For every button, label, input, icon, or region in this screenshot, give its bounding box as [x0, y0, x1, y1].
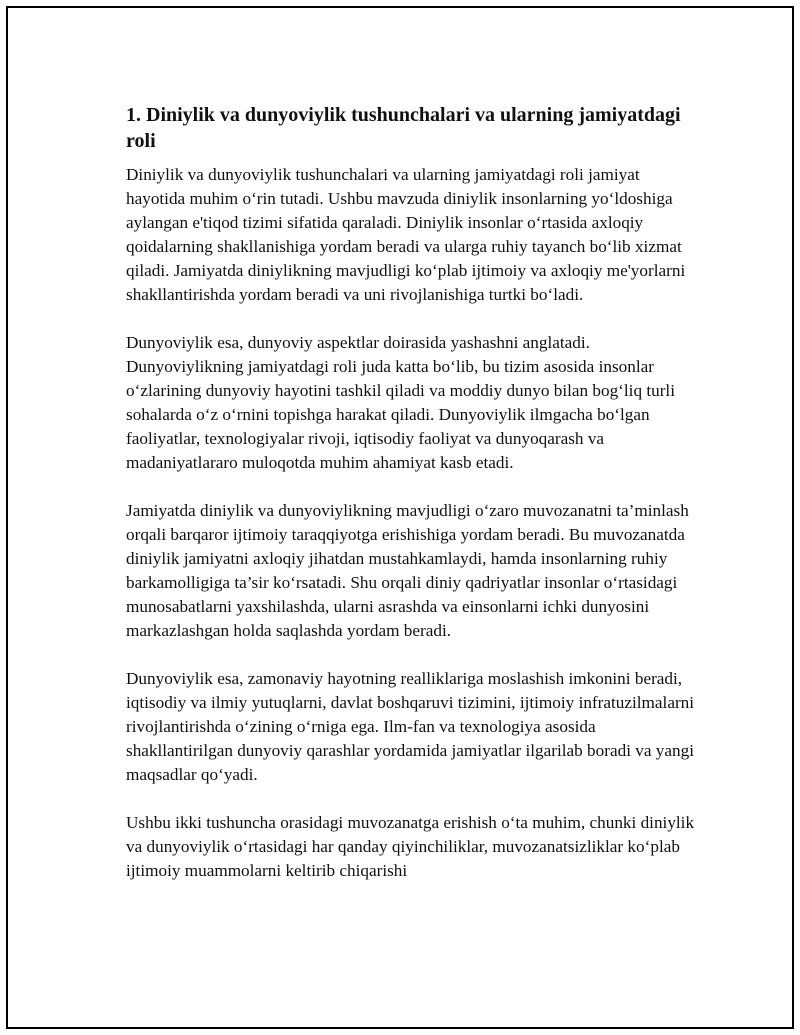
page-frame — [6, 6, 794, 1029]
paragraph-3: Jamiyatda diniylik va dunyoviylikning mavjudligi o‘zaro muvozanatni ta’minlash orqali barqaror ijtimoiy taraqqiyotga erishishiga yordam beradi. Bu muvozanatda diniylik jamiyatni axloqiy jihatdan mustahkamlaydi, hamda insonlarning ruhiy barkamolligiga ta’sir ko‘rsatadi. Shu orqali diniy qadriyatlar insonlar o‘rtasidagi munosabatlarni yaxshilashda, ularni asrashda va einsonlarni ichki dunyosini markazlashgan holda saqlashda yordam beradi. — [126, 501, 689, 640]
paragraph-4: Dunyoviylik esa, zamonaviy hayotning realliklariga moslashish imkonini beradi, iqtisodiy va ilmiy yutuqlarni, davlat boshqaruvi tizimini, ijtimoiy infratuzilmalarni rivojlantirishda o‘zining o‘rniga ega. Ilm-fan va texnologiya asosida shakllantirilgan dunyoviy qarashlar yordamida jamiyatlar ilgarilab boradi va yangi maqsadlar qo‘yadi. — [126, 669, 695, 784]
paragraph-1: Diniylik va dunyoviylik tushunchalari va ularning jamiyatdagi roli jamiyat hayotida muhim o‘rin tutadi. Ushbu mavzuda diniylik insonlarning yo‘ldoshiga aylangan e'tiqod tizimi sifatida qaraladi. Diniylik insonlar o‘rtasida axloqiy qoidalarning shakllanishiga yordam beradi va ularga ruhiy tayanch bo‘lib xizmat qiladi. Jamiyatda diniylikning mavjudligi ko‘plab ijtimoiy va axloqiy me'yorlarni shakllantirishda yordam beradi va uni rivojlanishiga turtki bo‘ladi. — [126, 165, 686, 304]
paragraph-2: Dunyoviylik esa, dunyoviy aspektlar doirasida yashashni anglatadi. Dunyoviylikning jamiyatdagi roli juda katta bo‘lib, bu tizim asosida insonlar o‘zlarining dunyoviy hayotini tashkil qiladi va moddiy dunyo bilan bog‘liq turli sohalarda o‘z o‘rnini topishga harakat qiladi. Dunyoviylik ilmgacha bo‘lgan faoliyatlar, texnologiyalar rivoji, iqtisodiy faoliyat va dunyoqarash va madaniyatlararo muloqotda muhim ahamiyat kasb etadi. — [126, 333, 675, 472]
document-body — [126, 102, 700, 907]
paragraph-5: Ushbu ikki tushuncha orasidagi muvozanatga erishish o‘ta muhim, chunki diniylik va dunyoviylik o‘rtasidagi har qanday qiyinchiliklar, muvozanatsizliklar ko‘plab ijtimoiy muammolarni keltirib chiqarishi — [126, 813, 695, 880]
section-heading: 1. Diniylik va dunyoviylik tushunchalari va ularning jamiyatdagi roli — [126, 104, 681, 152]
